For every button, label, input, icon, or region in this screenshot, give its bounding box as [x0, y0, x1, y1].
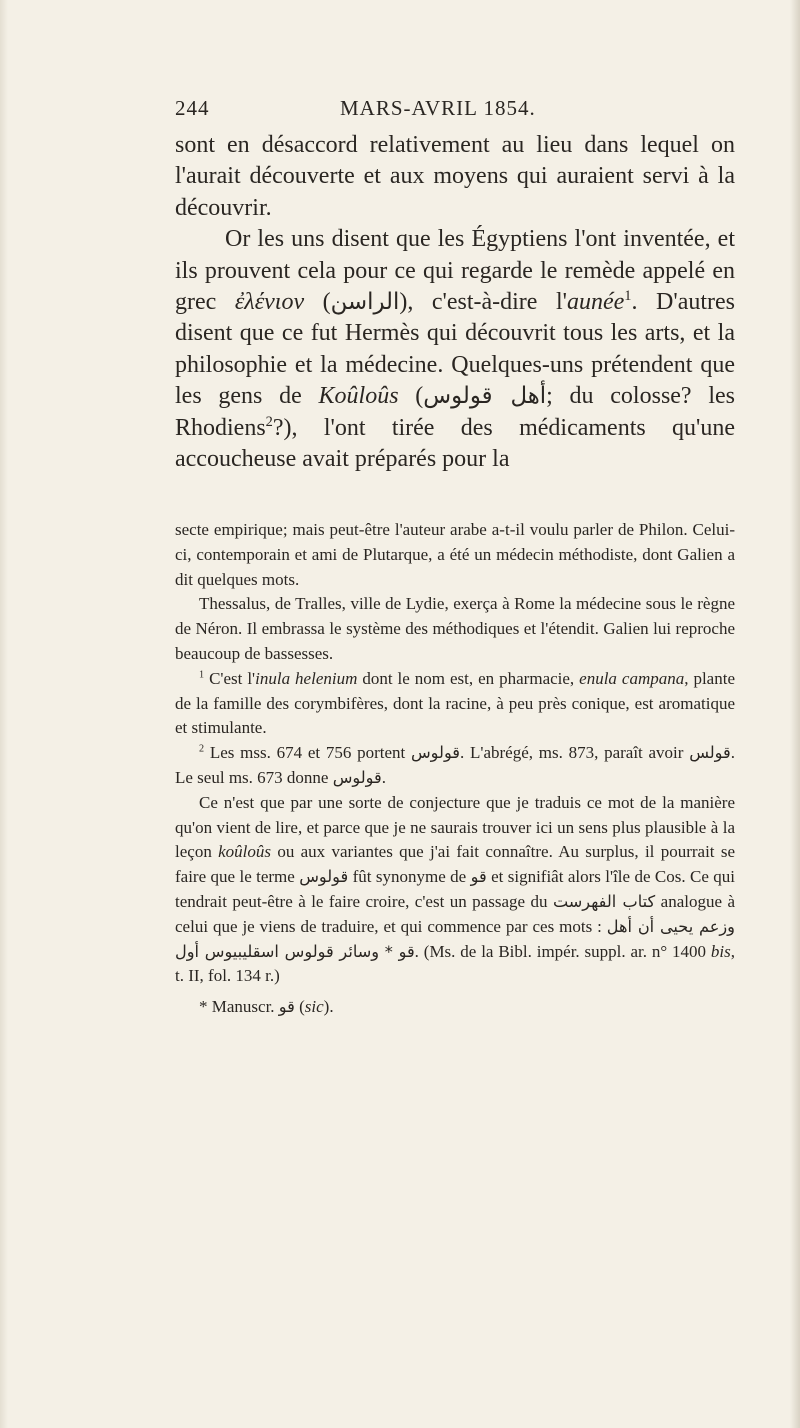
main-text [175, 130, 735, 475]
footnote-2-number: 2 [199, 743, 205, 755]
note-continuation: secte empirique; mais peut-être l'auteur arabe a-t-il voulu parler de Philon. Celui-ci, contemporain et ami de Plutarque, a été un médecin méthodiste, dont Galien a dit quelques mots. [175, 520, 735, 589]
greek-term: ἐλένιον [234, 289, 305, 316]
footnote-2-continued: Ce n'est que par une sorte de conjecture que je traduis ce mot de la manière qu'on vient de lire, et parce que je ne saurais trouver ici un sens plus plausible à la leçon koûloûs ou aux variantes que j'ai fait connaître. Au surplus, il pourrait se faire que le terme قولوس fût synonyme de قو et signifiât alors l'île de Cos. Ce qui tendrait peut-être à le faire croire, c'est un passage du كتاب الفهرست analogue à celui que je viens de traduire, et qui commence par ces mots : وزعم يحيى أن أهل قو * وسائر قولوس اسقليبيوس أول. (Ms. de la Bibl. impér. suppl. ar. n° 1400 bis, t. II, fol. 134 r.) [175, 792, 736, 986]
footnote-2: $^2$ Les mss. 674 et 756 portent قولوس. L'abrégé, ms. 873, paraît avoir قولس. Le seul ms. 673 donne قولوس. [175, 743, 735, 787]
footnote-ref-1: 1 [624, 288, 632, 305]
note-thessalus: Thessalus, de Tralles, ville de Lydie, exerça à Rome la médecine sous le règne de Néron. Il embrassa le système des méthodiques et l'étendit. Galien lui reproche beaucoup de bassesses. [175, 594, 735, 663]
sub-footnote-star: * Manuscr. قو (sic). [199, 997, 334, 1017]
paragraph-2: Or les uns disent que les Égyptiens l'ont inventée, et ils prouvent cela pour ce qui regarde le remède appelé en grec ἐλένιον (الراسن), c'est-à-dire l'aunée$^1$. D'autres disent que ce fut Hermès qui découvrit tous les arts, et la philosophie et la médecine. Quelques-uns prétendent que les gens de Koûloûs (أهل قولوس; du colosse? les Rhodiens$^2$?), l'ont tirée des médicaments qu'une accoucheuse avait préparés pour la [175, 226, 736, 473]
footnote-1-number: 1 [199, 669, 205, 681]
arabic-term-2: أهل قولوس [423, 383, 547, 410]
footnote-1: $^1$ C'est l'inula helenium dont le nom est, en pharmacie, enula campana, plante de la famille des corymbifères, dont la racine, à peu près conique, est aromatique et stimulante. [175, 668, 735, 738]
page-left-edge [0, 0, 8, 1428]
footnote-ref-2: 2 [265, 413, 273, 430]
arabic-term: الراسن [330, 289, 400, 316]
paragraph-1: sont en désaccord relativement au lieu dans lequel on l'aurait découverte et aux moyens qui auraient servi à la découvrir. [175, 132, 735, 221]
aunee-term: aunée [566, 289, 625, 316]
footnotes [175, 518, 735, 1020]
running-title: MARS-AVRIL 1854. [340, 96, 536, 120]
running-header [175, 96, 625, 126]
page-number: 244 [175, 96, 210, 120]
koulous-term: Koûloûs [318, 383, 399, 410]
page-right-edge [790, 0, 800, 1428]
